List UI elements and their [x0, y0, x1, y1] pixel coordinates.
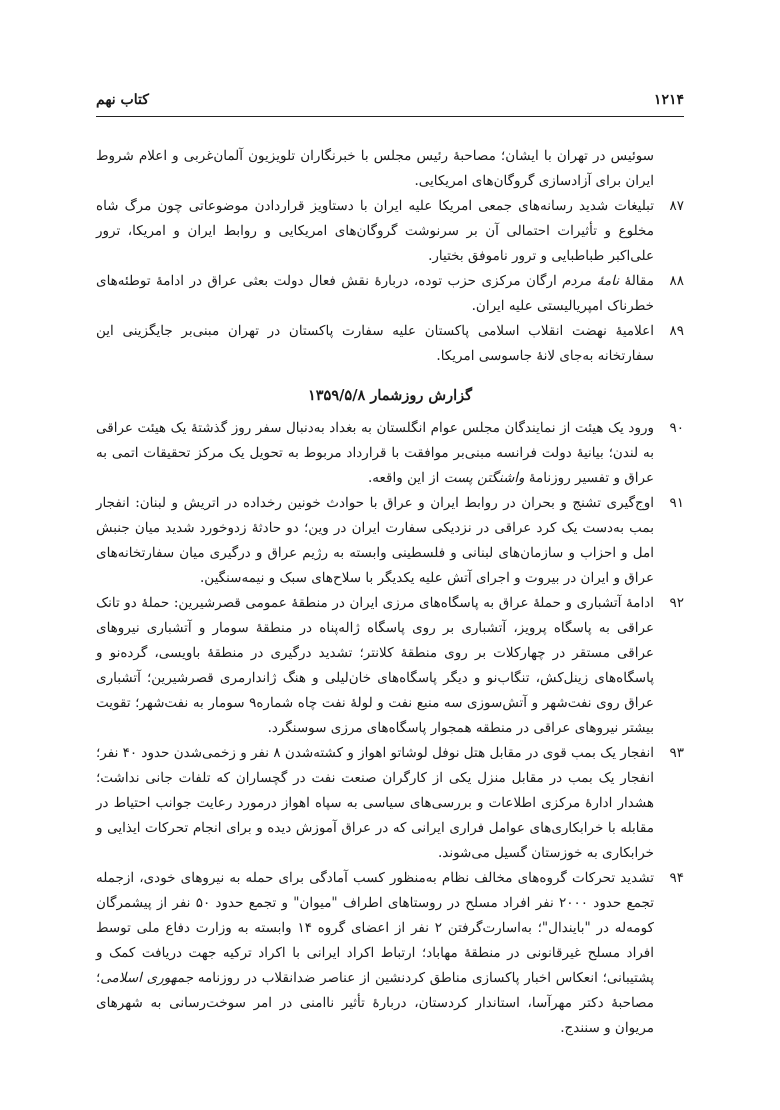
entry-text: ادامهٔ آتشباری و حملهٔ عراق به پاسگاه‌های مرزی ایران در منطقهٔ عمومی قصرشیرین: حملهٔ دو تانک عراقی به پاسگاه پرویز، آتشباری بر روی پاسگاه ژاله‌پناه در منطقهٔ سومار و آتشباری نیروهای عراقی مستقر در چهارکلات بر روی منطقهٔ کلانتر؛ تشدید درگیری در منطقهٔ باویسی، گردەنو و پاسگاه‌های زینل‌کش، تنگاب‌نو و دیگر پاسگاه‌های خان‌لیلی و هنگ ژاندارمری قصرشیرین؛ آتشباری عراق روی نفت‌شهر و آتش‌سوزی سه منبع نفت و لولهٔ نفت چاه شماره۹ سومار به نفت‌شهر؛ تقویت بیشتر نیروهای عراقی در منطقه همجوار پاسگاه‌های مرزی سوسنگرد. [96, 595, 654, 736]
running-header [96, 92, 684, 108]
page-content [96, 144, 684, 1041]
entry [96, 491, 684, 591]
entry-text: اعلامیهٔ نهضت انقلاب اسلامی پاکستان علیه سفارت پاکستان در تهران مبنی‌بر جایگزینی این سفارتخانه به‌جای لانهٔ جاسوسی امریکا. [96, 323, 654, 364]
entry-text: تشدید تحرکات گروه‌های مخالف نظام به‌منظور کسب آمادگی برای حمله به نیروهای خودی، ازجمله تجمع حدود ۲۰۰۰ نفر افراد مسلح در روستاهای اطراف "میوان" و تجمع حدود ۵۰ نفر از پیشمرگان کومەله در "بایندال"؛ به‌اسارت‌گرفتن ۲ نفر از اعضای گروه ۱۴ وابسته به وزارت دفاع ملی توسط افراد مسلح غیرقانونی در منطقهٔ مهاباد؛ ارتباط اکراد ایرانی با اکراد ترکیه جهت دریافت کمک و پشتیبانی؛ انعکاس اخبار پاکسازی مناطق کردنشین از عناصر ضدانقلاب در روزنامه [96, 870, 655, 986]
section-title: گزارش روزشمار ۱۳۵۹/۵/۸ [307, 387, 473, 404]
entry-number: ۹۳ [669, 745, 684, 761]
entry-text: ؛ مصاحبهٔ دکتر مهرآسا، استاندار کردستان، دربارهٔ تأثیر ناامنی در امر سوخت‌رسانی به شهرهای مریوان و سنندج. [96, 970, 654, 1036]
entry-number: ۹۲ [669, 595, 684, 611]
entry-text: ورود یک هیئت از نمایندگان مجلس عوام انگلستان به بغداد به‌دنبال سفر روز گذشتهٔ یک هیئت عراقی به لندن؛ بیانیهٔ دولت فرانسه مبنی‌بر موافقت با قرارداد مربوط به تحویل یک مرکز تحقیقات اتمی به عراق و تفسیر روزنامهٔ [96, 420, 654, 486]
entries-list-after [96, 416, 684, 1041]
entry [96, 269, 684, 319]
entry [96, 416, 684, 491]
entry-text: از این واقعه. [368, 470, 444, 486]
entry-text: ارگان مرکزی حزب توده، دربارهٔ نقش فعال دولت بعثی عراق در ادامهٔ توطئه‌های خطرناک امپریالیستی علیه ایران. [96, 273, 654, 314]
entries-list-before [96, 144, 684, 369]
entry-number: ۹۰ [669, 420, 684, 436]
entry-number: ۹۴ [669, 870, 684, 886]
entry-text: تبلیغات شدید رسانه‌های جمعی امریکا علیه ایران با دستاویز قراردادن موضوعاتی چون مرگ شاه مخلوع و تأثیرات احتمالی آن بر سرنوشت گروگان‌های امریکایی و روابط ایران و امریکا، ترور علی‌اکبر طباطبایی و ترور ناموفق بختیار. [96, 198, 654, 264]
italic-title: جمهوری اسلامی [100, 970, 194, 986]
entry [96, 194, 684, 269]
entry [96, 591, 684, 741]
entry [96, 144, 684, 194]
italic-title: واشنگتن پست [443, 470, 525, 486]
entry-number: ۸۸ [669, 273, 684, 289]
entry-text: انفجار یک بمب قوی در مقابل هتل نوفل لوشاتو اهواز و کشته‌شدن ۸ نفر و زخمی‌شدن حدود ۴۰ نفر؛ انفجار یک بمب در مقابل منزل یکی از کارگران صنعت نفت در گچساران که تلفات جانی نداشت؛ هشدار ادارهٔ مرکزی اطلاعات و بررسی‌های سیاسی به سپاه اهواز درمورد رعایت جوانب احتیاط در مقابله با خرابکاری‌های عوامل فراری ایرانی که در عراق آموزش دیده و برای انجام تحرکات ایذایی و خرابکاری به خوزستان گسیل می‌شوند. [96, 745, 654, 861]
entry-text: اوج‌گیری تشنج و بحران در روابط ایران و عراق با حوادث خونین رخداده در اتریش و لبنان: انفجار بمب به‌دست یک کرد عراقی در نزدیکی سفارت ایران در وین؛ دو حادثهٔ زدوخورد شدید میان جنبش امل و احزاب و سازمان‌های لبنانی و فلسطینی وابسته به رژیم عراق و درگیری میان سفارتخانه‌های عراق و ایران در بیروت و اجرای آتش علیه یکدیگر با سلاح‌های سبک و نیمه‌سنگین. [96, 495, 654, 586]
header-rule [96, 116, 684, 117]
entry-number: ۸۹ [669, 323, 684, 339]
entry [96, 866, 684, 1041]
entry-number: ۸۷ [669, 198, 684, 214]
entry-number: ۹۱ [669, 495, 684, 511]
entry [96, 319, 684, 369]
entry [96, 741, 684, 866]
page-number: ۱۲۱۴ [653, 92, 684, 108]
entry-text: مقالهٔ [619, 273, 654, 289]
entry-text: سوئیس در تهران با ایشان؛ مصاحبهٔ رئیس مجلس با خبرنگاران تلویزیون آلمان‌غربی و اعلام شروط ایران برای آزادسازی گروگان‌های امریکایی. [96, 148, 654, 189]
italic-title: نامهٔ مردم [562, 273, 620, 289]
book-title: کتاب نهم [96, 92, 149, 108]
